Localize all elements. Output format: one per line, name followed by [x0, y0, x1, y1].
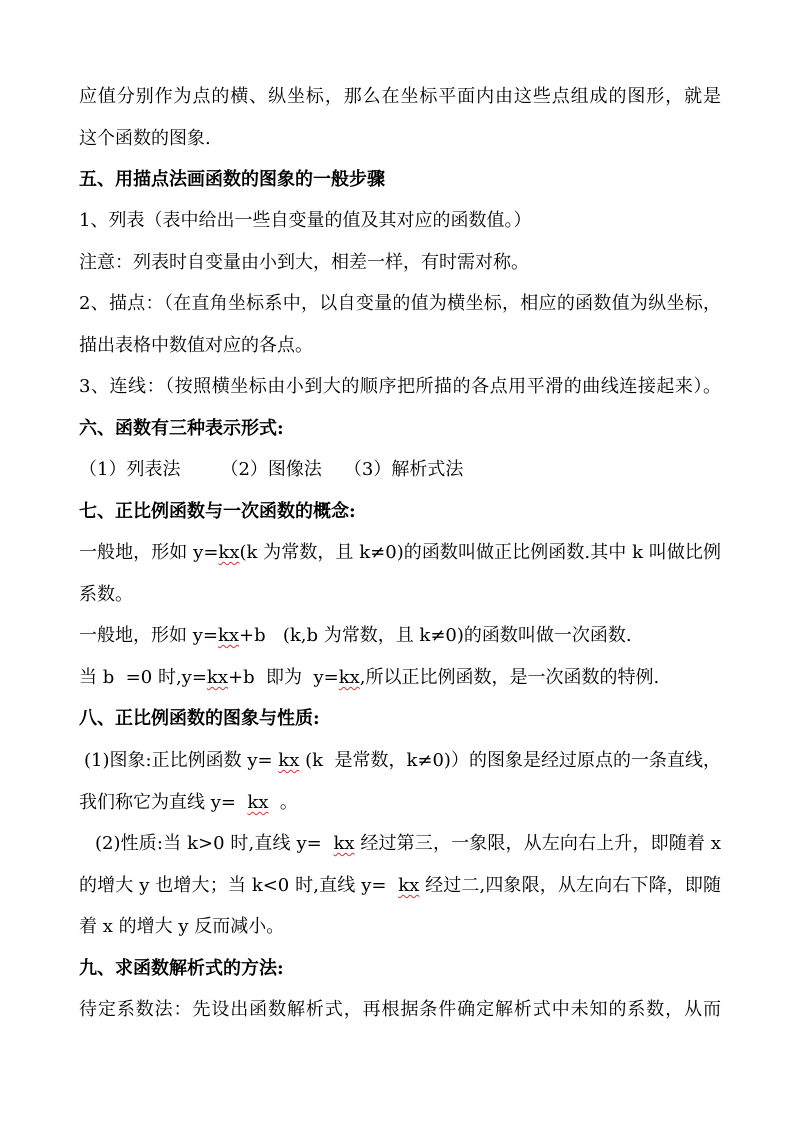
- text: 应值分别作为点的横、纵坐标，那么在坐标平面内由这些点组成的图形，就是: [79, 86, 721, 107]
- section-heading: 七、正比例函数与一次函数的概念:: [79, 501, 356, 522]
- paragraph-line: [79, 623, 721, 649]
- forms-list: [79, 457, 721, 483]
- paragraph-line: 系数。: [79, 584, 133, 605]
- text: (k 为常数，且 k≠0)的函数叫做正比例函数.其中 k 叫做比例: [239, 542, 721, 563]
- step-1: 1、列表（表中给出一些自变量的值及其对应的函数值。）: [79, 210, 532, 231]
- paragraph-line: [79, 126, 721, 152]
- text: (k 是常数，k≠0)）的图象是经过原点的一条直线，: [299, 750, 721, 771]
- paragraph-line: [79, 665, 721, 691]
- text: 2、描点：（在直角坐标系中，以自变量的值为横坐标，相应的函数值为纵坐标，: [79, 293, 721, 314]
- form-item: （1）列表法: [79, 459, 181, 480]
- text: 经过第三，一象限，从左向右上升，即随着 x: [354, 833, 721, 854]
- paragraph-line: [79, 540, 721, 566]
- text: 3、连线：（按照横坐标由小到大的顺序把所描的各点用平滑的曲线连接起来）。: [79, 376, 721, 397]
- text: 经过二,四象限，从左向右下降，即随: [419, 875, 721, 896]
- formula-term: kx: [247, 792, 269, 813]
- formula-term: kx: [217, 625, 240, 646]
- text: +b 即为 y=: [227, 667, 339, 688]
- text: (2)性质:当 k>0 时,直线 y=: [95, 833, 334, 854]
- paragraph-line: [79, 790, 721, 816]
- formula-term: kx: [206, 667, 228, 688]
- paragraph-line: [79, 873, 721, 899]
- section-heading: 五、用描点法画函数的图象的一般步骤: [79, 169, 385, 190]
- formula-term: kx: [218, 542, 240, 563]
- text: 这个函数的图象.: [79, 128, 211, 149]
- paragraph-line: [79, 997, 721, 1023]
- formula-term: kx: [398, 875, 420, 896]
- text: 一般地，形如 y=: [79, 542, 219, 563]
- section-heading: 九、求函数解析式的方法:: [79, 958, 284, 979]
- text: (1)图象:正比例函数 y=: [84, 750, 279, 771]
- text: 待定系数法：先设出函数解析式，再根据条件确定解析式中未知的系数，从而: [79, 999, 721, 1020]
- formula-term: kx: [278, 750, 300, 771]
- section-heading: 六、函数有三种表示形式:: [79, 418, 284, 439]
- step-2: [79, 291, 721, 317]
- form-item: （2）图像法: [220, 459, 322, 480]
- formula-term: kx: [338, 667, 360, 688]
- text: ,所以正比例函数，是一次函数的特例.: [359, 667, 660, 688]
- form-item: （3）解析式法: [343, 459, 464, 480]
- step-3: [79, 374, 721, 400]
- text: 当 b =0 时,y=: [79, 667, 207, 688]
- text: +b (k,b 为常数，且 k≠0)的函数叫做一次函数.: [239, 625, 632, 646]
- formula-term: kx: [333, 833, 355, 854]
- paragraph-line: [79, 84, 721, 110]
- text: 的增大 y 也增大；当 k<0 时,直线 y=: [79, 875, 399, 896]
- paragraph-line: [84, 748, 721, 774]
- text: 。: [268, 792, 298, 813]
- paragraph-line: 着 x 的增大 y 反而减小。: [79, 916, 285, 937]
- paragraph-line: [95, 831, 721, 857]
- note: 注意：列表时自变量由小到大，相差一样，有时需对称。: [79, 252, 529, 273]
- text: 一般地，形如 y=: [79, 625, 218, 646]
- section-heading: 八、正比例函数的图象与性质:: [79, 708, 320, 729]
- text: 我们称它为直线 y=: [79, 792, 248, 813]
- step-2-continued: 描出表格中数值对应的各点。: [79, 335, 313, 356]
